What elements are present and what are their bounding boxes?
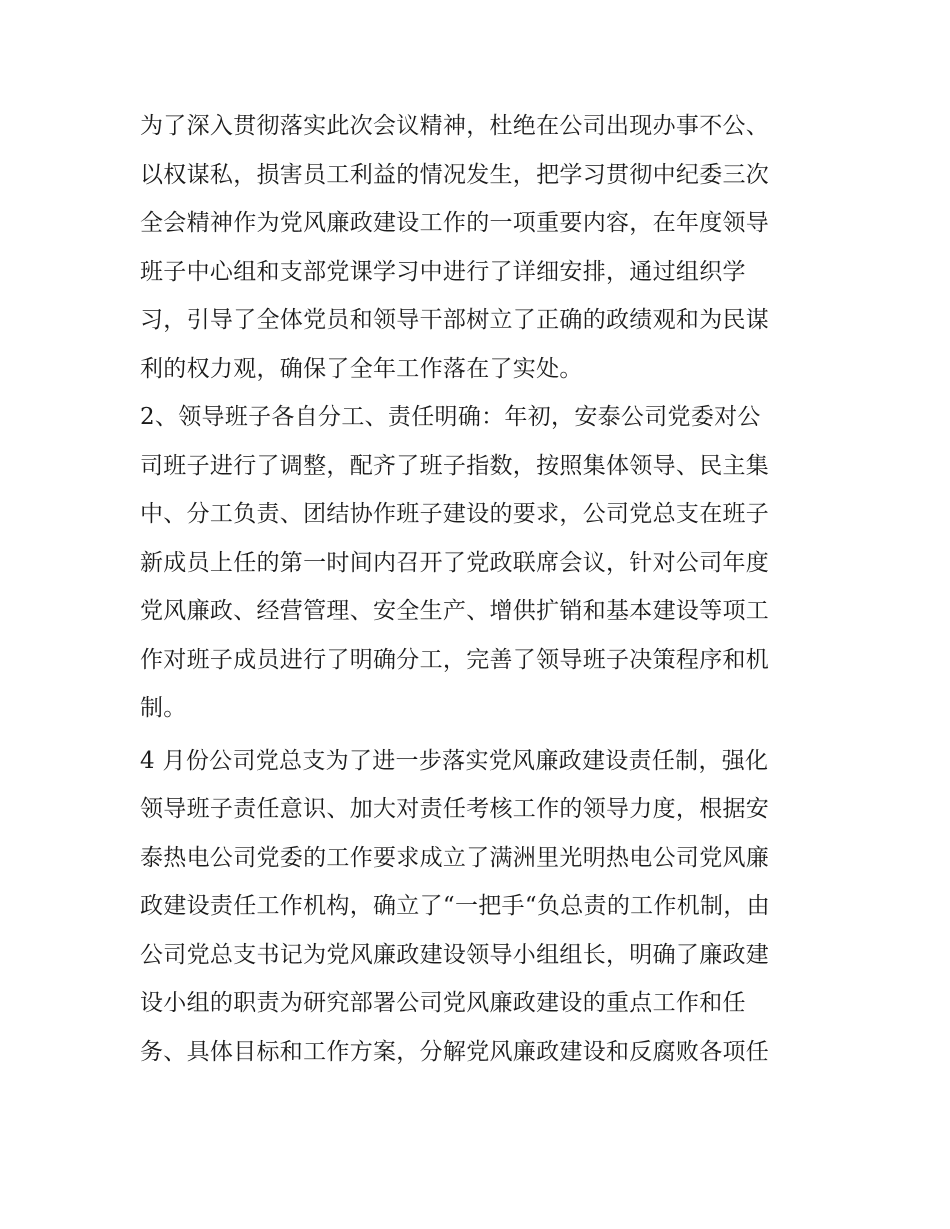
text-line: 新成员上任的第一时间内召开了党政联席会议，针对公司年度	[140, 549, 770, 576]
text-line: 党风廉政、经营管理、安全生产、增供扩销和基本建设等项工	[140, 598, 770, 624]
text-line: 司班子进行了调整，配齐了班子指数，按照集体领导、民主集	[140, 452, 770, 479]
text-line: 领导班子责任意识、加大对责任考核工作的领导力度，根据安	[140, 796, 770, 822]
text-line: 习，引导了全体党员和领导干部树立了正确的政绩观和为民谋	[140, 307, 770, 333]
paragraph-3	[140, 737, 815, 1077]
text-line: 泰热电公司党委的工作要求成立了满洲里光明热电公司党风廉	[140, 844, 770, 871]
text-line: 利的权力观，确保了全年工作落在了实处。	[140, 355, 583, 382]
text-line: 为了深入贯彻落实此次会议精神，杜绝在公司出现办事不公、	[140, 113, 770, 139]
text-line: 全会精神作为党风廉政建设工作的一项重要内容，在年度领导	[140, 210, 770, 236]
text-line: 设小组的职责为研究部署公司党风廉政建设的重点工作和任	[140, 990, 746, 1016]
text-line: 务、具体目标和工作方案，分解党风廉政建设和反腐败各项任	[140, 1038, 770, 1065]
text-line: 2、领导班子各自分工、责任明确：年初，安泰公司党委对公	[140, 404, 761, 430]
text-line: 政建设责任工作机构，确立了“一把手“负总责的工作机制，由	[140, 893, 770, 919]
text-line: 公司党总支书记为党风廉政建设领导小组组长，明确了廉政建	[140, 941, 770, 968]
paragraph-1	[140, 102, 815, 393]
text-line: 作对班子成员进行了明确分工，完善了领导班子决策程序和机	[140, 646, 770, 673]
text-line: 以权谋私，损害员工利益的情况发生，把学习贯彻中纪委三次	[140, 161, 770, 188]
document-body	[140, 102, 815, 1076]
paragraph-2	[140, 393, 815, 733]
text-line: 4 月份公司党总支为了进一步落实党风廉政建设责任制，强化	[140, 747, 769, 774]
text-line: 制。	[140, 695, 187, 721]
text-line: 中、分工负责、团结协作班子建设的要求，公司党总支在班子	[140, 501, 770, 527]
text-line: 班子中心组和支部党课学习中进行了详细安排，通过组织学	[140, 258, 746, 285]
